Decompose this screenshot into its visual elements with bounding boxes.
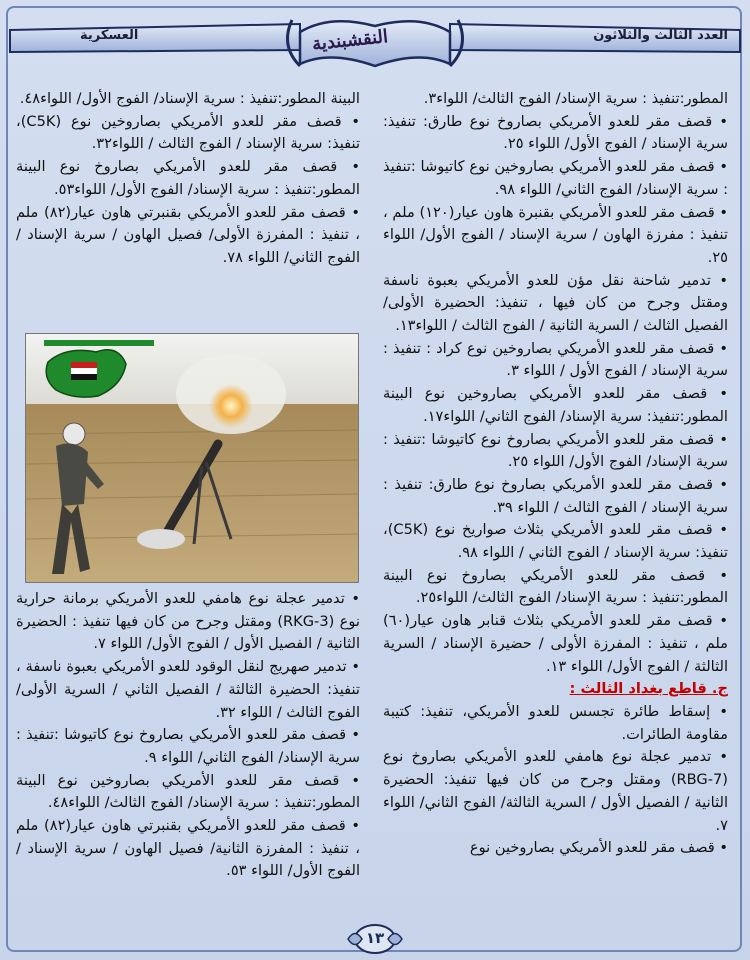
left-column-top [16,88,360,270]
news-item: • قصف مقر للعدو الأمريكي بصاروخ نوع كاتيوشا :تنفيذ : سرية الإسناد/ الفوج الثاني/ اللواء ٩. [16,726,360,766]
news-item: • قصف مقر للعدو الأمريكي بصاروخين نوع كراد : تنفيذ : سرية الإسناد / الفوج الأول / اللواء ٣. [383,339,728,380]
news-item: • تدمير صهريج لنقل الوقود للعدو الأمريكي بعبوة ناسفة ، تنفيذ: الحضيرة الثالثة / الفصيل الثاني / السرية الأولى/ الفوج الثالث / اللواء ٣٢. [16,658,360,721]
news-item: • قصف مقر للعدو الأمريكي بصاروخ نوع طارق: تنفيذ : سرية الإسناد / الفوج الثالث / اللواء ٣٩. [383,475,728,516]
news-item: • قصف مقر للعدو الأمريكي بقنبرتي هاون عيار(٨٢) ملم ، تنفيذ : المفرزة الأولى/ فصيل الهاون / سرية الإسناد / الفوج الثاني/ اللواء ٧٨. [16,203,360,266]
header-banner [0,6,750,86]
news-item: • إسقاط طائرة تجسس للعدو الأمريكي، تنفيذ: كتيبة مقاومة الطائرات. [383,702,728,743]
section-name: العسكرية [80,28,139,43]
left-column-bottom [16,588,360,883]
news-item: البينة المطور:تنفيذ : سرية الإسناد/ الفوج الأول/ اللواء٤٨. [19,90,360,107]
mortar-firing-photo [25,333,359,583]
news-item: • قصف مقر للعدو الأمريكي بصاروخ نوع كاتيوشا :تنفيذ : سرية الإسناد/ الفوج الأول/ اللواء ٢٥. [383,430,728,471]
right-column [383,88,728,860]
news-item: • قصف مقر للعدو الأمريكي بصاروخ نوع البينة المطور:تنفيذ : سرية الإسناد/ الفوج الأول/ اللواء٥٣. [16,158,360,198]
news-item: • قصف مقر للعدو الأمريكي بثلاث قنابر هاون عيار(٦٠) ملم ، تنفيذ : المفرزة الأولى / حضيرة الإسناد / السرية الثالثة / الفوج الأول/ اللواء ١٣. [383,612,728,675]
page-number-badge [340,922,410,956]
section-subheading: ج. قاطع بغداد الثالث : [569,680,728,698]
news-item: • قصف مقر للعدو الأمريكي بصاروخين نوع البينة المطور:تنفيذ: سرية الإسناد/ الفوج الثاني/ اللواء١٧. [383,385,728,425]
news-item: • تدمير شاحنة نقل مؤن للعدو الأمريكي بعبوة ناسفة ومقتل وجرح من كان فيها ، تنفيذ: الحضيرة الأولى/ الفصيل الثالث / السرية الثانية / الفوج الثالث / اللواء١٣. [383,271,728,335]
magazine-title: النقشبندية [311,26,389,55]
mortar-scene-graphic [26,334,358,582]
news-item: • قصف مقر للعدو الأمريكي بصاروخين نوع (C5K)، تنفيذ: سرية الإسناد / الفوج الثالث / اللواء٣٢. [16,112,360,153]
news-item: المطور:تنفيذ : سرية الإسناد/ الفوج الثالث/ اللواء٣. [423,90,728,107]
news-item: • تدمير عجلة نوع هامفي للعدو الأمريكي برمانة حرارية نوع (RKG-3) ومقتل وجرح من كان فيها تنفيذ : الحضيرة الثانية / الفصيل الأول / الفوج الأول/ اللواء ٧. [16,590,360,653]
news-item: • قصف مقر للعدو الأمريكي بقنبرة هاون عيار(١٢٠) ملم ، تنفيذ : مفرزة الهاون / سرية الإسناد / الفوج الأول/ اللواء ٢٥. [383,203,728,266]
news-item: • قصف مقر للعدو الأمريكي بقنبرتي هاون عيار(٨٢) ملم ، تنفيذ : المفرزة الثانية/ فصيل الهاون / سرية الإسناد / الفوج الأول/ اللواء ٥٣. [16,817,360,880]
issue-number: العدد الثالث والثلاثون [593,28,728,43]
news-item: • قصف مقر للعدو الأمريكي بصاروخ نوع طارق: تنفيذ: سرية الإسناد / الفوج الأول/ اللواء ٢٥. [383,112,728,153]
news-item: • قصف مقر للعدو الأمريكي بصاروخ نوع البينة المطور:تنفيذ : سرية الإسناد/ الفوج الثالث/ اللواء٢٥. [383,566,728,607]
news-item: • قصف مقر للعدو الأمريكي بصاروخين نوع البينة المطور:تنفيذ : سرية الإسناد/ الفوج الثالث/ اللواء٤٨. [16,771,360,812]
news-item: • قصف مقر للعدو الأمريكي بثلاث صواريخ نوع (C5K)، تنفيذ: سرية الإسناد / الفوج الثاني / اللواء ٩٨. [383,521,728,562]
news-item: • تدمير عجلة نوع هامفي للعدو الأمريكي بصاروخ نوع (RBG-7) ومقتل وجرح من كان فيها تنفيذ: الحضيرة الثانية / الفصيل الأول / السرية الثالثة/ الفوج الثاني/ اللواء ٧. [383,748,728,834]
page-number: ١٣ [365,929,385,947]
news-item: • قصف مقر للعدو الأمريكي بصاروخين نوع كاتيوشا :تنفيذ : سرية الإسناد/ الفوج الثاني/ اللواء ٩٨. [383,158,728,198]
news-item: • قصف مقر للعدو الأمريكي بصاروخين نوع [469,839,728,857]
